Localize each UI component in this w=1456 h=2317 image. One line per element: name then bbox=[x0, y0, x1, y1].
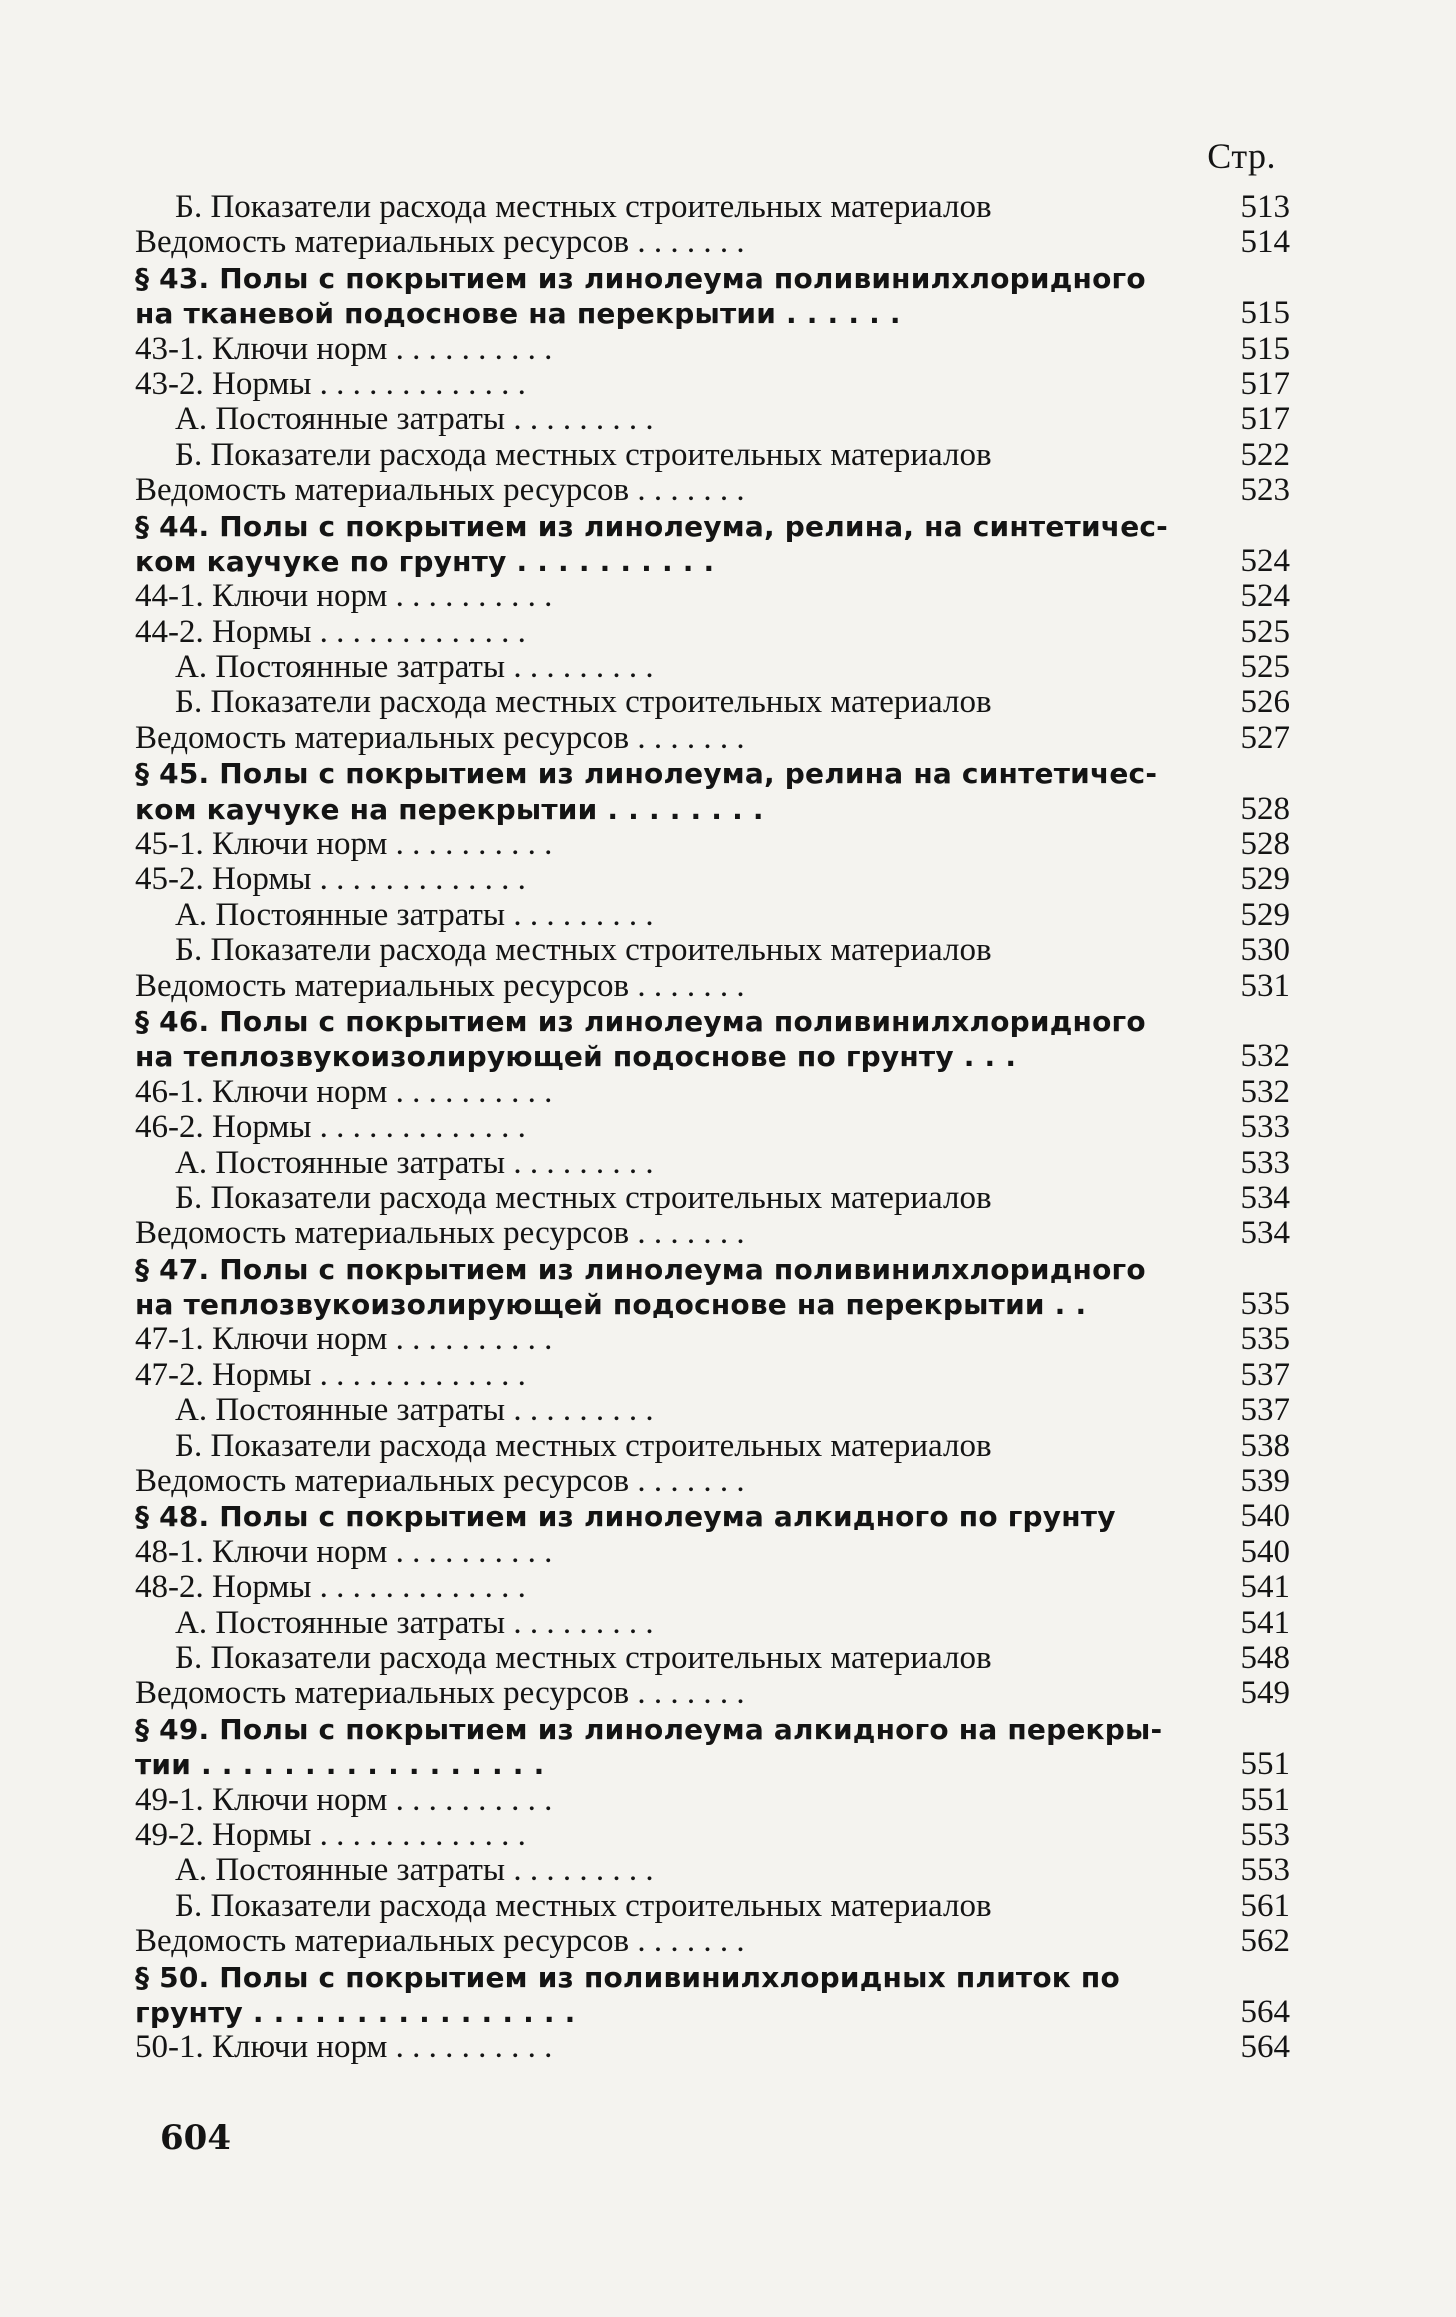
toc-entry bbox=[135, 1747, 1290, 1782]
toc-entry-text: Ведомость материальных ресурсов . . . . . . . bbox=[135, 225, 745, 261]
toc-entry-page: 533 bbox=[1240, 1109, 1290, 1146]
toc-entry-text: Б. Показатели расхода местных строительных материалов bbox=[175, 933, 992, 969]
toc-entry bbox=[135, 1181, 1290, 1216]
toc-entry-page: 531 bbox=[1240, 967, 1290, 1004]
toc-entry-page: 529 bbox=[1240, 861, 1290, 898]
toc-entry-text: ком каучуке на перекрытии . . . . . . . . bbox=[135, 792, 764, 826]
toc-entry-text: Б. Показатели расхода местных строительных материалов bbox=[175, 1180, 992, 1216]
table-of-contents bbox=[135, 190, 1290, 2066]
toc-entry-text: § 47. Полы с покрытием из линолеума поливинилхлоридного bbox=[135, 1252, 1146, 1286]
toc-entry-page: 564 bbox=[1240, 2029, 1290, 2066]
toc-entry-page: 553 bbox=[1240, 1852, 1290, 1889]
toc-entry-text: Б. Показатели расхода местных строительных материалов bbox=[175, 437, 992, 473]
toc-entry-page: 530 bbox=[1240, 932, 1290, 969]
toc-entry bbox=[135, 1252, 1290, 1287]
toc-entry bbox=[135, 1039, 1290, 1074]
toc-entry-page: 525 bbox=[1240, 649, 1290, 686]
toc-entry bbox=[135, 1889, 1290, 1924]
toc-entry bbox=[135, 1110, 1290, 1145]
toc-entry-page: 523 bbox=[1240, 472, 1290, 509]
toc-entry-page: 514 bbox=[1240, 224, 1290, 261]
toc-entry-text: § 45. Полы с покрытием из линолеума, релина на синтетичес- bbox=[135, 757, 1158, 791]
toc-entry-page: 551 bbox=[1240, 1746, 1290, 1783]
toc-entry-page: 528 bbox=[1240, 790, 1290, 827]
toc-entry-page: 522 bbox=[1240, 436, 1290, 473]
toc-entry-text: 44-2. Нормы . . . . . . . . . . . . . bbox=[135, 614, 526, 650]
toc-entry-text: 47-1. Ключи норм . . . . . . . . . . bbox=[135, 1322, 553, 1358]
toc-entry bbox=[135, 1924, 1290, 1959]
toc-entry bbox=[135, 1960, 1290, 1995]
toc-entry bbox=[135, 1641, 1290, 1676]
toc-entry-page: 527 bbox=[1240, 719, 1290, 756]
toc-entry-page: 539 bbox=[1240, 1463, 1290, 1500]
toc-entry-page: 513 bbox=[1240, 188, 1290, 225]
toc-entry-text: Ведомость материальных ресурсов . . . . . . . bbox=[135, 720, 745, 756]
toc-entry-text: на тканевой подоснове на перекрытии . . . . . . bbox=[135, 297, 901, 331]
toc-entry-page: 538 bbox=[1240, 1427, 1290, 1464]
toc-entry-text: Ведомость материальных ресурсов . . . . . . . bbox=[135, 1676, 745, 1712]
toc-entry-text: § 44. Полы с покрытием из линолеума, релина, на синтетичес- bbox=[135, 509, 1169, 543]
toc-entry-page: 532 bbox=[1240, 1073, 1290, 1110]
toc-entry bbox=[135, 190, 1290, 225]
toc-entry bbox=[135, 1995, 1290, 2030]
toc-entry bbox=[135, 473, 1290, 508]
toc-entry-page: 534 bbox=[1240, 1215, 1290, 1252]
toc-entry bbox=[135, 650, 1290, 685]
toc-entry-page: 515 bbox=[1240, 295, 1290, 332]
toc-entry-page: 517 bbox=[1240, 401, 1290, 438]
toc-entry-page: 549 bbox=[1240, 1675, 1290, 1712]
toc-entry bbox=[135, 1853, 1290, 1888]
toc-entry-page: 537 bbox=[1240, 1392, 1290, 1429]
toc-entry-page: 535 bbox=[1240, 1286, 1290, 1323]
toc-entry-text: Б. Показатели расхода местных строительных материалов bbox=[175, 685, 992, 721]
toc-entry bbox=[135, 1146, 1290, 1181]
toc-entry-page: 535 bbox=[1240, 1321, 1290, 1358]
toc-entry-text: грунту . . . . . . . . . . . . . . . . bbox=[135, 1995, 576, 2029]
toc-entry bbox=[135, 827, 1290, 862]
toc-entry-text: Ведомость материальных ресурсов . . . . . . . bbox=[135, 1464, 745, 1500]
toc-entry bbox=[135, 898, 1290, 933]
toc-entry-text: 43-2. Нормы . . . . . . . . . . . . . bbox=[135, 366, 526, 402]
toc-entry-page: 517 bbox=[1240, 365, 1290, 402]
toc-entry bbox=[135, 1216, 1290, 1251]
toc-entry bbox=[135, 792, 1290, 827]
toc-entry bbox=[135, 1606, 1290, 1641]
toc-entry-page: 562 bbox=[1240, 1923, 1290, 1960]
toc-entry-page: 524 bbox=[1240, 542, 1290, 579]
toc-entry-text: 48-1. Ключи норм . . . . . . . . . . bbox=[135, 1534, 553, 1570]
toc-entry bbox=[135, 1287, 1290, 1322]
toc-entry-text: Ведомость материальных ресурсов . . . . . . . bbox=[135, 968, 745, 1004]
toc-entry bbox=[135, 1358, 1290, 1393]
toc-entry-text: Б. Показатели расхода местных строительных материалов bbox=[175, 1888, 992, 1924]
toc-entry-text: Б. Показатели расхода местных строительных материалов bbox=[175, 1428, 992, 1464]
toc-entry-page: 526 bbox=[1240, 684, 1290, 721]
toc-entry-page: 561 bbox=[1240, 1887, 1290, 1924]
toc-entry bbox=[135, 332, 1290, 367]
toc-entry bbox=[135, 509, 1290, 544]
page-column-header: Стр. bbox=[1207, 136, 1276, 176]
toc-entry-page: 525 bbox=[1240, 613, 1290, 650]
toc-entry bbox=[135, 544, 1290, 579]
page-number: 604 bbox=[160, 2118, 231, 2158]
toc-entry bbox=[135, 1783, 1290, 1818]
toc-entry bbox=[135, 1075, 1290, 1110]
toc-entry-text: § 46. Полы с покрытием из линолеума поливинилхлоридного bbox=[135, 1004, 1146, 1038]
toc-entry-text: Ведомость материальных ресурсов . . . . . . . bbox=[135, 473, 745, 509]
toc-entry-page: 537 bbox=[1240, 1356, 1290, 1393]
toc-entry bbox=[135, 1712, 1290, 1747]
toc-entry-text: Ведомость материальных ресурсов . . . . . . . bbox=[135, 1216, 745, 1252]
toc-entry-page: 533 bbox=[1240, 1144, 1290, 1181]
toc-entry-page: 548 bbox=[1240, 1640, 1290, 1676]
toc-entry-page: 524 bbox=[1240, 578, 1290, 615]
toc-entry bbox=[135, 2030, 1290, 2065]
toc-entry bbox=[135, 402, 1290, 437]
toc-entry-text: 43-1. Ключи норм . . . . . . . . . . bbox=[135, 331, 553, 367]
toc-entry-text: тии . . . . . . . . . . . . . . . . . bbox=[135, 1748, 545, 1782]
toc-entry-page: 551 bbox=[1240, 1781, 1290, 1818]
toc-entry-text: на теплозвукоизолирующей подоснове на перекрытии . . bbox=[135, 1288, 1087, 1322]
toc-entry-page: 564 bbox=[1240, 1993, 1290, 2030]
toc-entry-text: § 43. Полы с покрытием из линолеума поливинилхлоридного bbox=[135, 261, 1146, 295]
toc-entry-page: 528 bbox=[1240, 826, 1290, 863]
toc-entry-text: 45-2. Нормы . . . . . . . . . . . . . bbox=[135, 862, 526, 898]
toc-entry-text: А. Постоянные затраты . . . . . . . . . bbox=[175, 1605, 654, 1641]
toc-entry-text: Б. Показатели расхода местных строительных материалов bbox=[175, 1641, 992, 1676]
toc-entry-page: 541 bbox=[1240, 1569, 1290, 1606]
toc-entry bbox=[135, 1535, 1290, 1570]
toc-entry-text: 49-1. Ключи норм . . . . . . . . . . bbox=[135, 1782, 553, 1818]
toc-entry-text: ком каучуке по грунту . . . . . . . . . . bbox=[135, 544, 715, 578]
toc-entry-page: 541 bbox=[1240, 1604, 1290, 1641]
toc-entry bbox=[135, 756, 1290, 791]
toc-entry bbox=[135, 615, 1290, 650]
toc-entry bbox=[135, 721, 1290, 756]
toc-entry-page: 540 bbox=[1240, 1498, 1290, 1535]
toc-entry bbox=[135, 225, 1290, 260]
toc-entry-text: А. Постоянные затраты . . . . . . . . . bbox=[175, 402, 654, 438]
toc-entry-text: § 50. Полы с покрытием из поливинилхлоридных плиток по bbox=[135, 1960, 1120, 1994]
toc-entry bbox=[135, 261, 1290, 296]
toc-entry-text: 49-2. Нормы . . . . . . . . . . . . . bbox=[135, 1817, 526, 1853]
toc-entry-page: 553 bbox=[1240, 1816, 1290, 1853]
toc-entry bbox=[135, 1818, 1290, 1853]
toc-entry bbox=[135, 1004, 1290, 1039]
toc-entry-page: 540 bbox=[1240, 1533, 1290, 1570]
toc-entry-text: Ведомость материальных ресурсов . . . . . . . bbox=[135, 1924, 745, 1960]
toc-entry-page: 534 bbox=[1240, 1179, 1290, 1216]
toc-entry-text: Б. Показатели расхода местных строительных материалов bbox=[175, 189, 992, 225]
toc-entry-text: § 49. Полы с покрытием из линолеума алкидного на перекры- bbox=[135, 1712, 1163, 1746]
toc-entry-text: 46-1. Ключи норм . . . . . . . . . . bbox=[135, 1074, 553, 1110]
toc-entry-text: А. Постоянные затраты . . . . . . . . . bbox=[175, 1853, 654, 1889]
toc-entry bbox=[135, 1676, 1290, 1711]
toc-entry bbox=[135, 933, 1290, 968]
toc-entry-text: 44-1. Ключи норм . . . . . . . . . . bbox=[135, 579, 553, 615]
toc-entry-text: А. Постоянные затраты . . . . . . . . . bbox=[175, 650, 654, 686]
toc-entry bbox=[135, 1464, 1290, 1499]
toc-entry-text: А. Постоянные затраты . . . . . . . . . bbox=[175, 897, 654, 933]
toc-entry-text: 47-2. Нормы . . . . . . . . . . . . . bbox=[135, 1357, 526, 1393]
toc-entry bbox=[135, 1429, 1290, 1464]
toc-entry bbox=[135, 367, 1290, 402]
toc-entry bbox=[135, 1499, 1290, 1534]
toc-entry bbox=[135, 579, 1290, 614]
toc-entry-text: А. Постоянные затраты . . . . . . . . . bbox=[175, 1145, 654, 1181]
toc-entry-text: 48-2. Нормы . . . . . . . . . . . . . bbox=[135, 1570, 526, 1606]
toc-entry bbox=[135, 862, 1290, 897]
toc-entry bbox=[135, 969, 1290, 1004]
toc-entry bbox=[135, 1570, 1290, 1605]
toc-entry bbox=[135, 685, 1290, 720]
toc-entry-page: 529 bbox=[1240, 896, 1290, 933]
toc-entry-page: 532 bbox=[1240, 1038, 1290, 1075]
toc-entry bbox=[135, 438, 1290, 473]
toc-entry-text: 45-1. Ключи норм . . . . . . . . . . bbox=[135, 827, 553, 863]
toc-entry-text: А. Постоянные затраты . . . . . . . . . bbox=[175, 1393, 654, 1429]
toc-entry bbox=[135, 296, 1290, 331]
toc-entry-text: 46-2. Нормы . . . . . . . . . . . . . bbox=[135, 1110, 526, 1146]
toc-entry-text: на теплозвукоизолирующей подоснове по грунту . . . bbox=[135, 1040, 1017, 1074]
toc-entry bbox=[135, 1323, 1290, 1358]
toc-entry bbox=[135, 1393, 1290, 1428]
toc-entry-page: 515 bbox=[1240, 330, 1290, 367]
toc-entry-text: 50-1. Ключи норм . . . . . . . . . . bbox=[135, 2030, 553, 2066]
toc-entry-text: § 48. Полы с покрытием из линолеума алкидного по грунту bbox=[135, 1500, 1116, 1534]
